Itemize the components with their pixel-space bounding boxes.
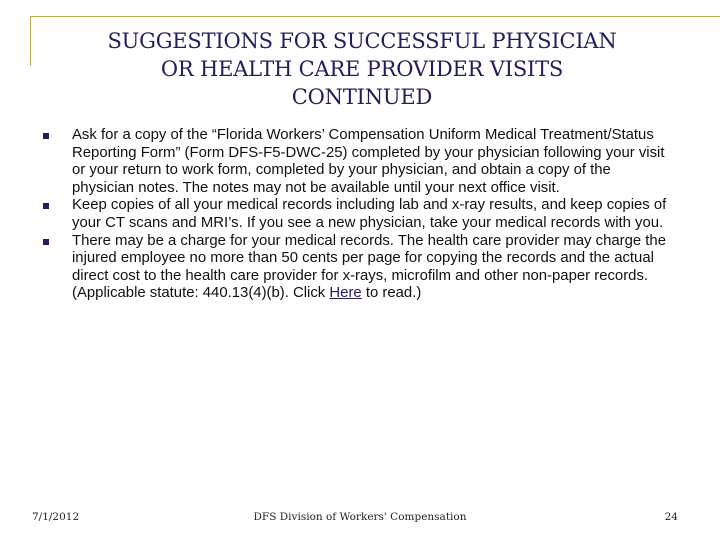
square-bullet-icon xyxy=(43,133,49,139)
slide-title xyxy=(40,27,684,111)
footer-date: 7/1/2012 xyxy=(32,511,80,523)
footer-page-number: 24 xyxy=(664,511,678,523)
slide-frame-top-line xyxy=(30,16,720,17)
bullet-item-keep-copies xyxy=(40,197,676,232)
bullet-text: Ask for a copy of the “Florida Workers’ Compensation Uniform Medical Treatment/Status Reporting Form” (Form DFS-F5-DWC-25) completed by your physician following your visit or your return to work form, completed by your physician, and obtain a copy of the physician notes. The notes may not be available until your next office visit. xyxy=(72,127,665,196)
bullet-text-before-link: There may be a charge for your medical records. The health care provider may charge the injured employee no more than 50 cents per page for copying the records and the actual direct cost to the health care provider for x-rays, microfilm and other non-paper records. (Applicable statute: 440.13(4)(b). Click xyxy=(72,232,666,302)
statute-here-link[interactable]: Here xyxy=(329,285,362,302)
bullet-list xyxy=(40,127,676,303)
slide-frame-left-line xyxy=(30,16,31,66)
bullet-text-after-link: to read.) xyxy=(361,285,422,302)
bullet-item-record-charges xyxy=(40,233,676,303)
title-line-1: SUGGESTIONS FOR SUCCESSFUL PHYSICIAN xyxy=(107,29,617,53)
bullet-text: Keep copies of all your medical records including lab and x-ray results, and keep copies of your CT scans and MRI’s. If you see a new physician, take your medical records with you. xyxy=(72,197,667,231)
bullet-item-form-request xyxy=(40,127,676,197)
title-line-2: OR HEALTH CARE PROVIDER VISITS xyxy=(160,57,564,81)
title-line-3: CONTINUED xyxy=(291,85,433,109)
square-bullet-icon xyxy=(43,203,49,209)
footer-organization: DFS Division of Workers' Compensation xyxy=(253,511,467,523)
square-bullet-icon xyxy=(43,239,49,245)
